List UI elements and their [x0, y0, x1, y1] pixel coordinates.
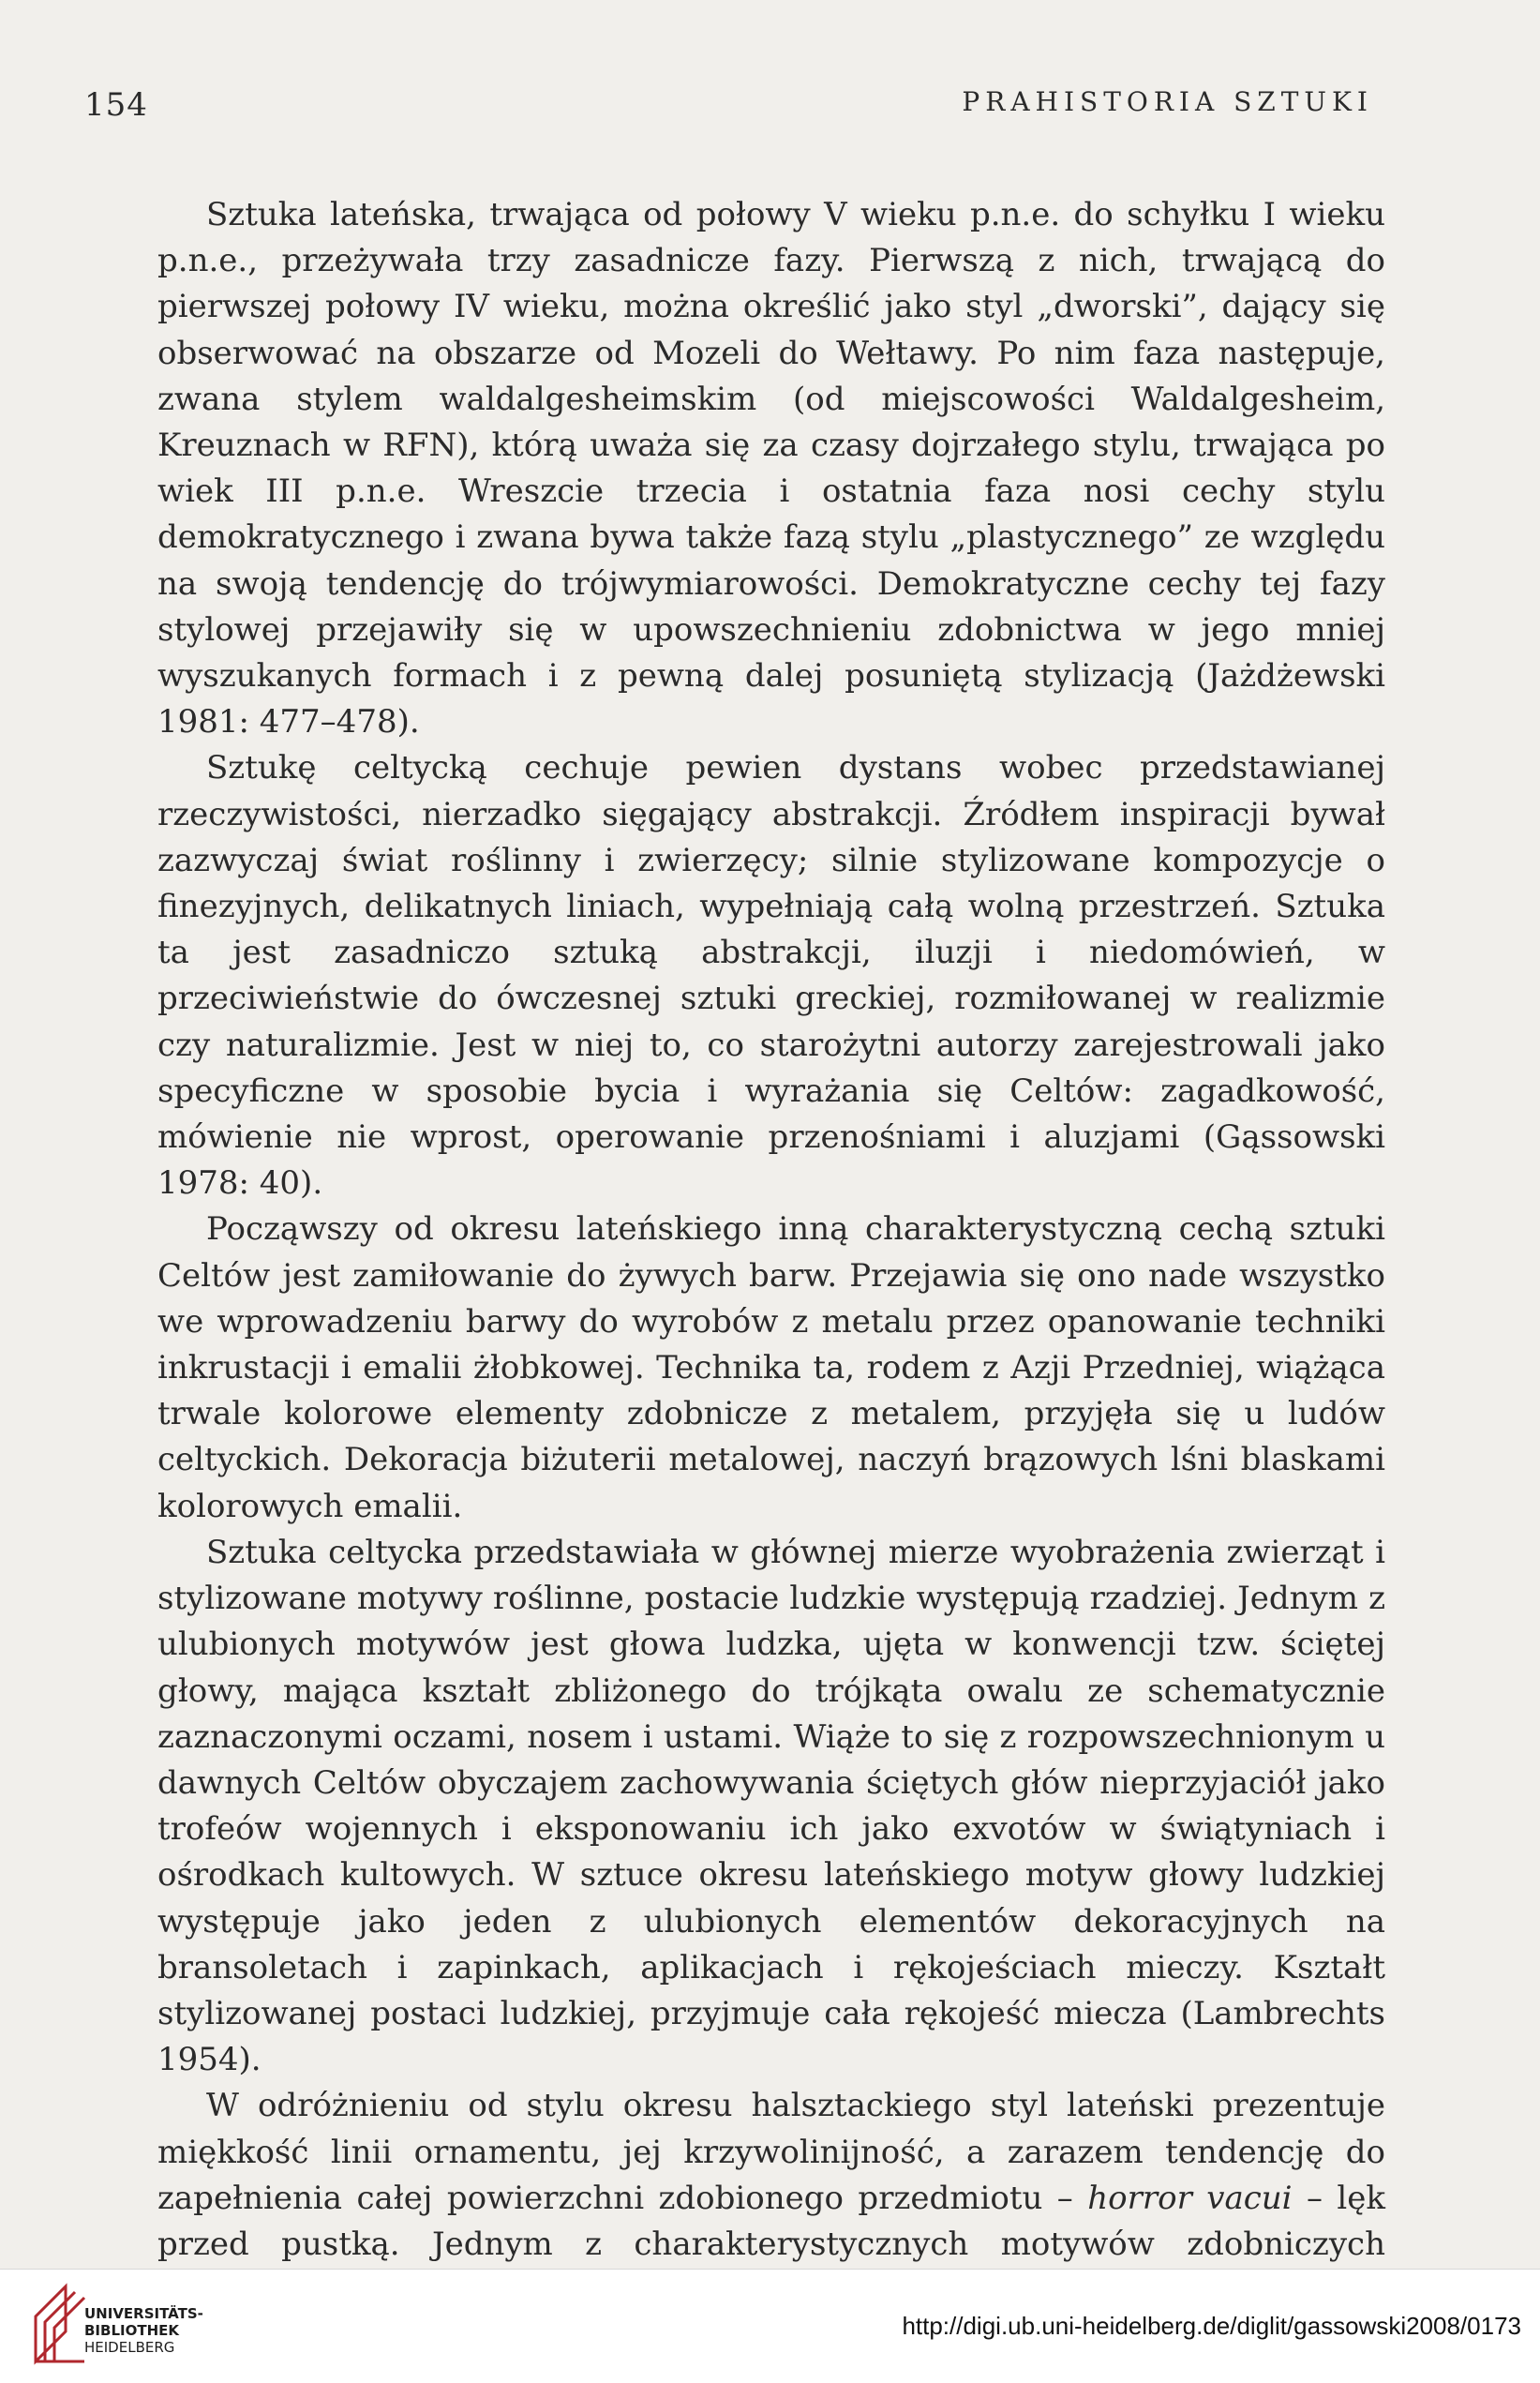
running-head: PRAHISTORIA SZTUKI	[962, 86, 1373, 117]
paragraph-text: W odróżnieniu od stylu okresu halsztackiego styl lateński prezentuje miękkość linii ornamentu, jej krzywolinijność, a zarazem tendencję do zapełnienia całej powierzchni zdobionego przedmiotu –	[157, 2087, 1385, 2217]
library-name-line: UNIVERSITÄTS-	[84, 2305, 203, 2322]
paragraph: Począwszy od okresu lateńskiego inną charakterystyczną cechą sztuki Celtów jest zamiłowanie do żywych barw. Przejawia się ono nade wszystko we wprowadzeniu barwy do wyrobów z metalu przez opanowanie techniki inkrustacji i emalii żłobkowej. Technika ta, rodem z Azji Przedniej, wiążąca trwale kolorowe elementy zdobnicze z metalem, przyjęła się u ludów celtyckich. Dekoracja biżuterii metalowej, naczyń brązowych lśni blaskami kolorowych emalii.	[157, 1210, 1385, 1525]
source-url-link[interactable]: http://digi.ub.uni-heidelberg.de/diglit/gassowski2008/0173	[902, 2312, 1521, 2340]
library-name-line: BIBLIOTHEK	[84, 2322, 179, 2339]
paragraph: Sztuka lateńska, trwająca od połowy V wieku p.n.e. do schyłku I wieku p.n.e., przeżywała trzy zasadnicze fazy. Pierwszą z nich, trwającą do pierwszej połowy IV wieku, można określić jako styl „dworski”, dający się obserwować na obszarze od Mozeli do Wełtawy. Po nim faza następuje, zwana stylem waldalgesheimskim (od miejscowości Waldalgesheim, Kreuznach w RFN), którą uważa się za czasy dojrzałego stylu, trwająca po wiek III p.n.e. Wreszcie trzecia i ostatnia faza nosi cechy stylu demokratycznego i zwana bywa także fazą stylu „plastycznego” ze względu na swoją tendencję do trójwymiarowości. Demokratyczne cechy tej fazy stylowej przejawiły się w upowszechnieniu zdobnictwa w jego mniej wyszukanych formach i z pewną dalej posuniętą stylizacją (Jażdżewski 1981: 477–478).	[157, 196, 1385, 742]
library-name-line: HEIDELBERG	[84, 2339, 175, 2356]
library-name	[84, 2305, 203, 2356]
footer-bar	[0, 2269, 1540, 2383]
italic-term: horror vacui	[1087, 2179, 1293, 2217]
paragraph-text: – lęk przed pustką. Jednym z charakterystycznych motywów zdobniczych	[157, 2179, 1385, 2263]
body-text	[157, 192, 1385, 2361]
paragraph: Sztukę celtycką cechuje pewien dystans wobec przedstawianej rzeczywistości, nierzadko sięgający abstrakcji. Źródłem inspiracji bywał zazwyczaj świat roślinny i zwierzęcy; silnie stylizowane kompozycje o finezyjnych, delikatnych liniach, wypełniają całą wolną przestrzeń. Sztuka ta jest zasadniczo sztuką abstrakcji, iluzji i niedomówień, w przeciwieństwie do ówczesnej sztuki greckiej, rozmiłowanej w realizmie czy naturalizmie. Jest w niej to, co starożytni autorzy zarejestrowali jako specyficzne w sposobie bycia i wyrażania się Celtów: zagadkowość, mówienie nie wprost, operowanie przenośniami i aluzjami (Gąssowski 1978: 40).	[157, 749, 1385, 1203]
page-number: 154	[84, 86, 148, 124]
paragraph: Sztuka celtycka przedstawiała w głównej mierze wyobrażenia zwierząt i stylizowane motywy roślinne, postacie ludzkie występują rzadziej. Jednym z ulubionych motywów jest głowa ludzka, ujęta w konwencji tzw. ściętej głowy, mająca kształt zbliżonego do trójkąta owalu ze schematycznie zaznaczonymi oczami, nosem i ustami. Wiąże to się z rozpowszechnionym u dawnych Celtów obyczajem zachowywania ściętych głów nieprzyjaciół jako trofeów wojennych i eksponowaniu ich jako exvotów w świątyniach i ośrodkach kultowych. W sztuce okresu lateńskiego motyw głowy ludzkiej występuje jako jeden z ulubionych elementów dekoracyjnych na bransoletach i zapinkach, aplikacjach i rękojeściach mieczy. Kształt stylizowanej postaci ludzkiej, przyjmuje cała rękojeść miecza (Lambrechts 1954).	[157, 1533, 1385, 2079]
